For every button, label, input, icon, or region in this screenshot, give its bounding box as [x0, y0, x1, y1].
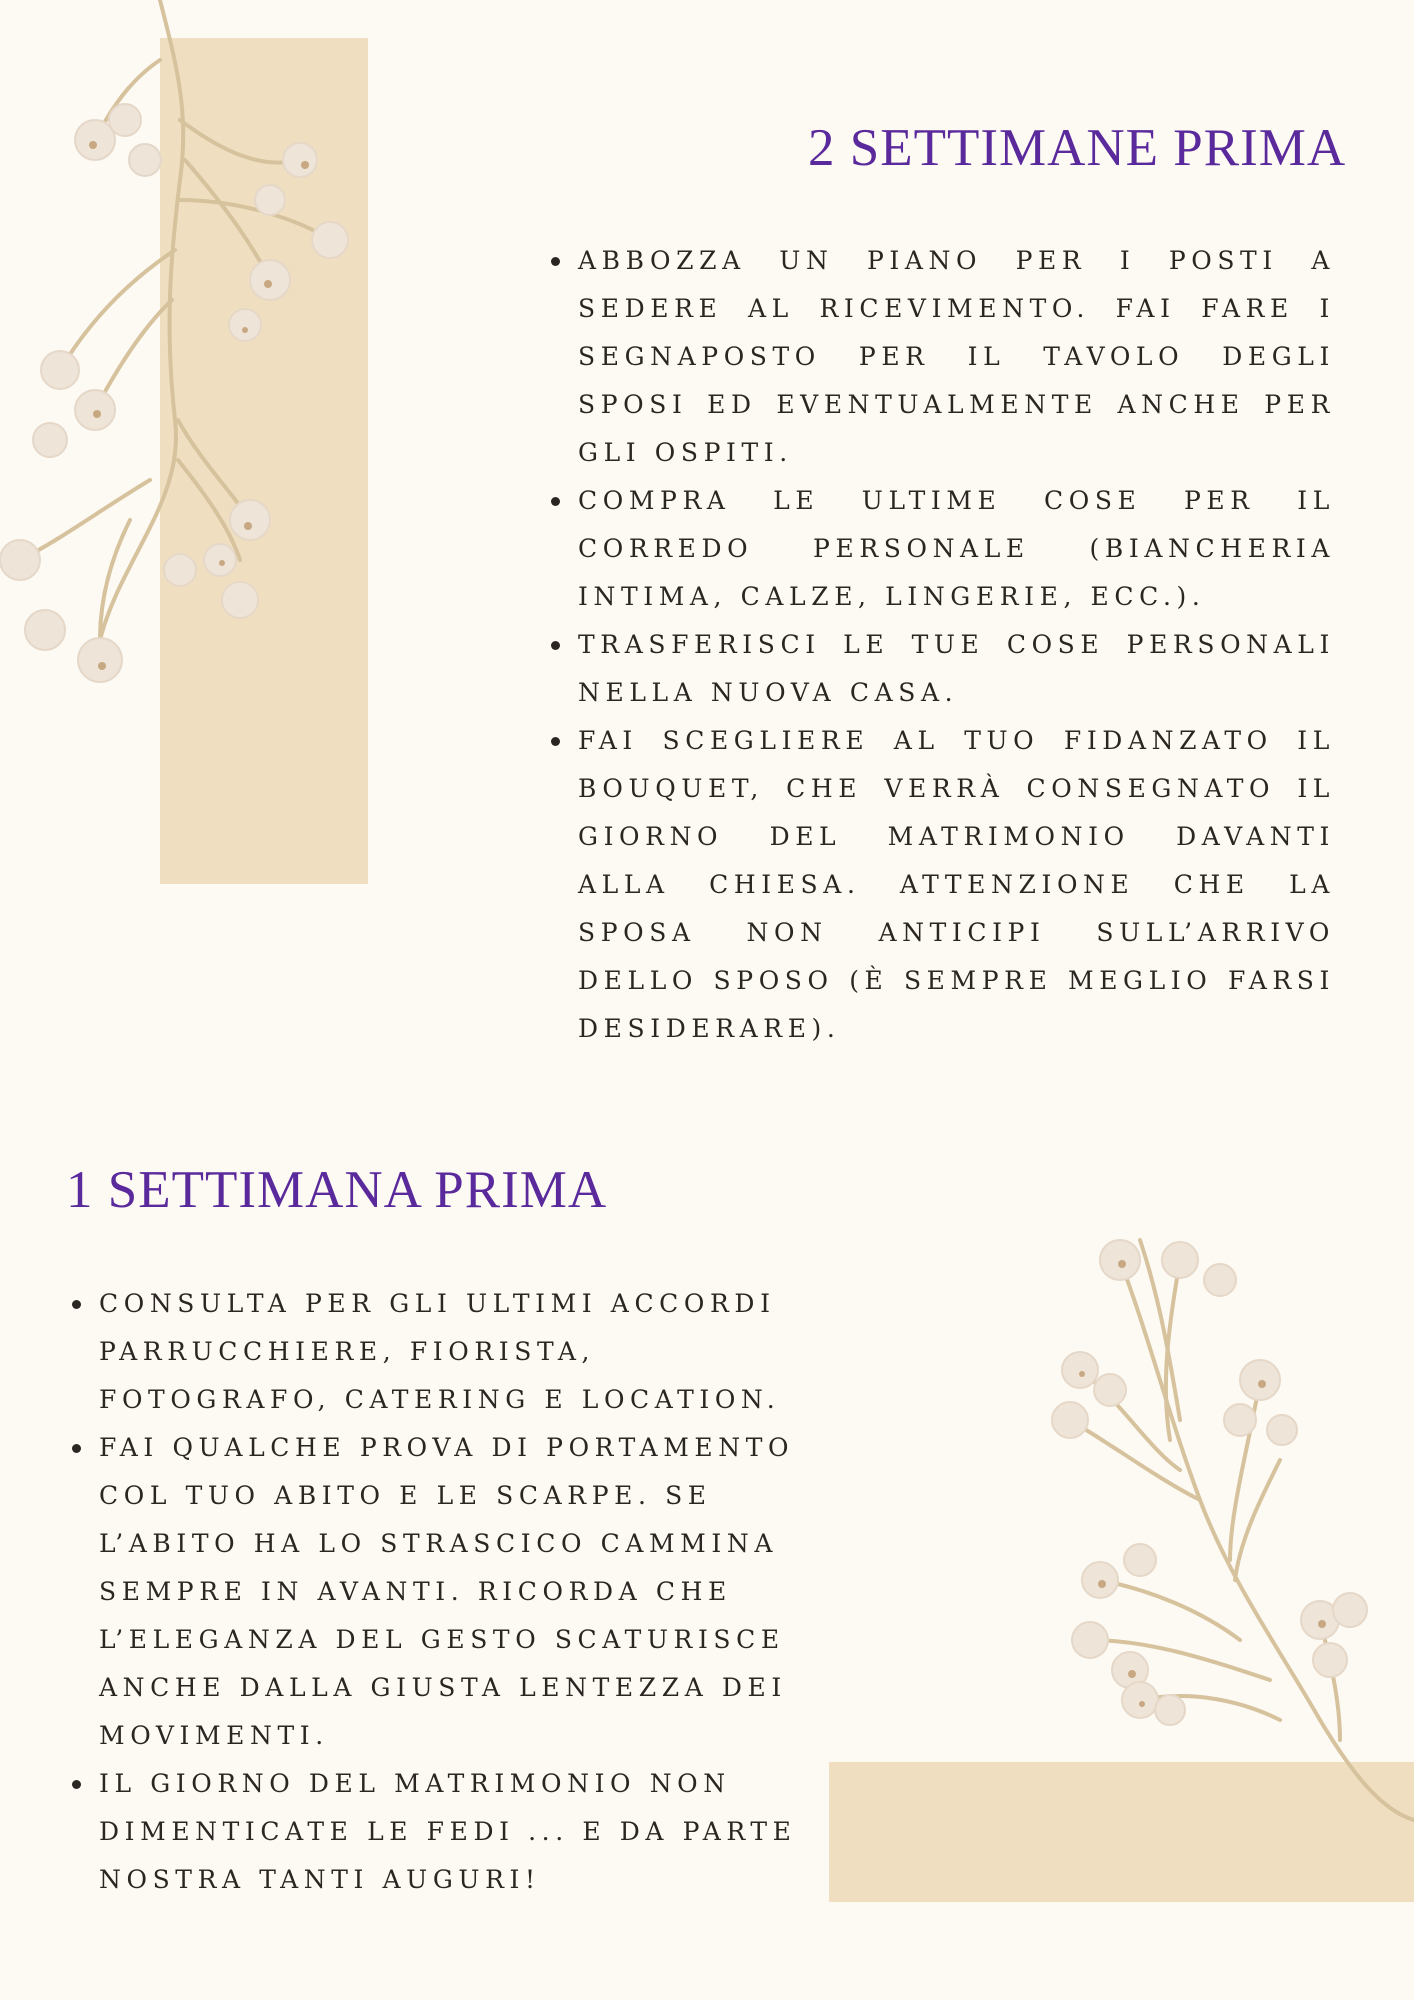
two-weeks-checklist	[578, 237, 1335, 1053]
section-title-one-week: 1 SETTIMANA PRIMA	[66, 1161, 608, 1219]
one-week-checklist	[99, 1280, 839, 1904]
list-item: FAI QUALCHE PROVA DI PORTAMENTO COL TUO ABITO E LE SCARPE. SE L’ABITO HA LO STRASCICO CAMMINA SEMPRE IN AVANTI. RICORDA CHE L’ELEGANZA DEL GESTO SCATURISCE ANCHE DALLA GIUSTA LENTEZZA DEI MOVIMENTI.	[99, 1424, 839, 1760]
list-item: IL GIORNO DEL MATRIMONIO NON DIMENTICATE LE FEDI ... E DA PARTE NOSTRA TANTI AUGURI!	[99, 1760, 839, 1904]
section-title-two-weeks: 2 SETTIMANE PRIMA	[808, 119, 1347, 177]
list-item: COMPRA LE ULTIME COSE PER IL CORREDO PERSONALE (BIANCHERIA INTIMA, CALZE, LINGERIE, ECC.).	[578, 477, 1335, 621]
list-item: FAI SCEGLIERE AL TUO FIDANZATO IL BOUQUET, CHE VERRÀ CONSEGNATO IL GIORNO DEL MATRIMONIO DAVANTI ALLA CHIESA. ATTENZIONE CHE LA SPOSA NON ANTICIPI SULL’ARRIVO DELLO SPOSO (È SEMPRE MEGLIO FARSI DESIDERARE).	[578, 717, 1335, 1053]
floral-branch-illustration-bottom	[1020, 1220, 1414, 1840]
list-item: CONSULTA PER GLI ULTIMI ACCORDI PARRUCCHIERE, FIORISTA, FOTOGRAFO, CATERING E LOCATION.	[99, 1280, 839, 1424]
list-item: TRASFERISCI LE TUE COSE PERSONALI NELLA NUOVA CASA.	[578, 621, 1335, 717]
floral-branch-illustration-top	[0, 0, 400, 700]
list-item: ABBOZZA UN PIANO PER I POSTI A SEDERE AL RICEVIMENTO. FAI FARE I SEGNAPOSTO PER IL TAVOLO DEGLI SPOSI ED EVENTUALMENTE ANCHE PER GLI OSPITI.	[578, 237, 1335, 477]
